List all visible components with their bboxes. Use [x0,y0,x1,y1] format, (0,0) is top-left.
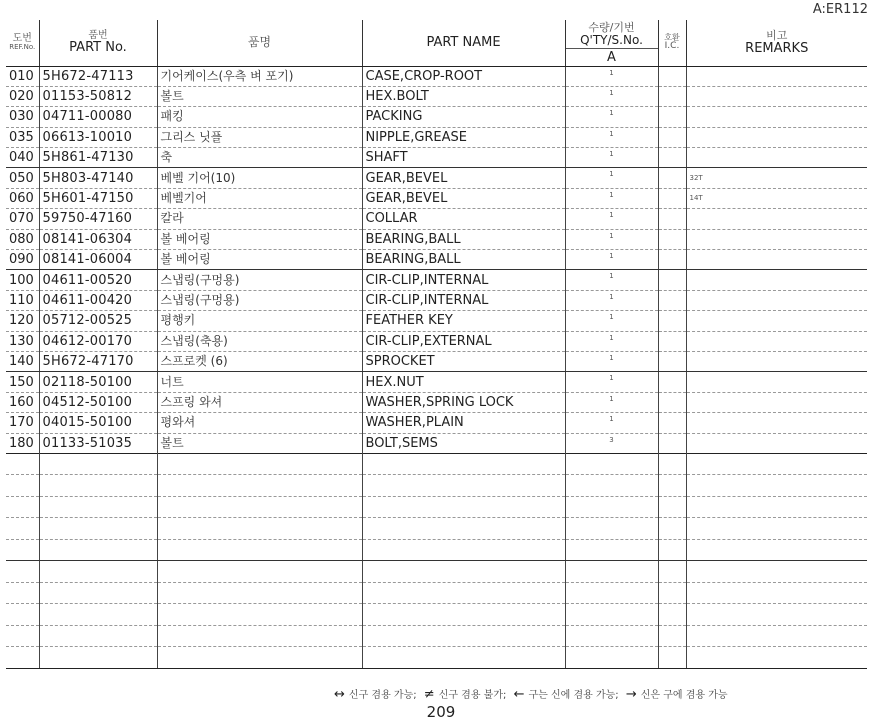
part-no-cell: 05712-00525 [39,311,157,331]
empty-cell [39,625,157,647]
part-no-cell: 04512-50100 [39,392,157,412]
part-no-cell: 5H861-47130 [39,148,157,168]
empty-cell [157,475,362,497]
qty-cell: 1 [565,168,658,188]
empty-cell [6,582,39,604]
part-no-header [39,20,157,66]
empty-cell [362,539,565,561]
empty-row [6,518,867,540]
part-name-cell: CIR-CLIP,INTERNAL [362,270,565,290]
qty-cell: 1 [565,413,658,433]
part-name-header [362,20,565,66]
qty-cell: 1 [565,107,658,127]
empty-cell [565,604,658,626]
ic-cell [658,66,686,86]
empty-cell [658,475,686,497]
legend-text-3: 구는 신에 겸용 가능; [528,690,619,701]
empty-cell [658,518,686,540]
empty-cell [658,453,686,475]
ic-cell [658,86,686,106]
ic-cell [658,311,686,331]
empty-cell [565,453,658,475]
empty-cell [362,453,565,475]
part-no-cell: 04611-00520 [39,270,157,290]
qty-cell: 1 [565,311,658,331]
empty-cell [658,604,686,626]
empty-cell [157,625,362,647]
empty-cell [6,518,39,540]
name-kr-cell: 그리스 닛플 [157,127,362,147]
empty-row [6,496,867,518]
table-row [6,66,867,86]
empty-cell [565,475,658,497]
qty-cell: 1 [565,290,658,310]
empty-cell [362,647,565,669]
remarks-cell [686,413,867,433]
table-row [6,372,867,392]
new-to-old-icon: → [625,687,637,702]
qty-cell: 1 [565,127,658,147]
compatible-both-icon: ↔ [334,687,345,702]
part-name-cell: BOLT,SEMS [362,433,565,453]
ic-cell [658,188,686,208]
remarks-cell [686,270,867,290]
name-kr-cell: 스냅링(구멍용) [157,290,362,310]
remarks-cell [686,311,867,331]
empty-cell [565,561,658,583]
part-name-cell: BEARING,BALL [362,250,565,270]
remarks-header-en: REMARKS [745,40,809,56]
table-row [6,290,867,310]
empty-cell [157,518,362,540]
empty-cell [686,475,867,497]
part-no-cell: 06613-10010 [39,127,157,147]
empty-cell [658,647,686,669]
empty-cell [362,582,565,604]
remarks-cell: 14T [686,188,867,208]
empty-cell [39,647,157,669]
empty-row [6,625,867,647]
name-kr-cell: 평행키 [157,311,362,331]
remarks-cell: 32T [686,168,867,188]
empty-row [6,582,867,604]
ic-cell [658,127,686,147]
ref-cell: 020 [6,86,39,106]
part-no-cell: 5H803-47140 [39,168,157,188]
part-name-cell: GEAR,BEVEL [362,188,565,208]
legend-text-4: 신은 구에 겸용 가능 [640,690,728,701]
part-no-cell: 04611-00420 [39,290,157,310]
qty-cell: 1 [565,229,658,249]
ic-cell [658,229,686,249]
part-no-cell: 08141-06004 [39,250,157,270]
qty-header-en: Q'TY/S.No. [580,32,643,47]
ic-header [658,20,686,66]
qty-header [565,20,658,66]
remarks-cell [686,351,867,371]
ic-cell [658,107,686,127]
remarks-cell [686,392,867,412]
qty-cell: 1 [565,188,658,208]
empty-cell [39,518,157,540]
part-no-cell: 01133-51035 [39,433,157,453]
table-row [6,107,867,127]
qty-cell: 1 [565,86,658,106]
remarks-header-kr: 비고 [766,29,788,43]
ref-header-kr: 도번 [12,32,32,44]
ref-cell: 060 [6,188,39,208]
empty-cell [39,453,157,475]
part-name-cell: WASHER,PLAIN [362,413,565,433]
empty-cell [686,561,867,583]
part-name-cell: FEATHER KEY [362,311,565,331]
qty-cell: 1 [565,250,658,270]
ic-cell [658,372,686,392]
qty-cell: 1 [565,372,658,392]
empty-cell [686,625,867,647]
ic-header-en: I.C. [664,41,680,52]
empty-row [6,561,867,583]
ref-cell: 170 [6,413,39,433]
part-name-header-en: PART NAME [426,34,501,50]
compatibility-legend [330,686,728,702]
page-code: A:ER112 [812,2,868,17]
empty-cell [658,561,686,583]
ref-cell: 080 [6,229,39,249]
remarks-cell [686,66,867,86]
empty-cell [6,496,39,518]
name-kr-cell: 칼라 [157,209,362,229]
part-no-cell: 5H672-47113 [39,66,157,86]
empty-cell [157,453,362,475]
parts-table [6,20,867,669]
part-name-cell: SHAFT [362,148,565,168]
name-kr-cell: 베벨기어 [157,188,362,208]
qty-header-top [566,21,658,48]
part-name-cell: GEAR,BEVEL [362,168,565,188]
table-row [6,148,867,168]
ref-cell: 110 [6,290,39,310]
ic-cell [658,168,686,188]
table-row [6,433,867,453]
ic-cell [658,250,686,270]
empty-cell [565,496,658,518]
part-name-cell: CASE,CROP-ROOT [362,66,565,86]
ic-cell [658,351,686,371]
table-row [6,168,867,188]
empty-cell [157,539,362,561]
ref-cell: 150 [6,372,39,392]
name-header-kr: 품명 [247,35,272,50]
legend-text-2: 신구 겸용 불가; [438,690,507,701]
ref-cell: 180 [6,433,39,453]
part-name-cell: HEX.NUT [362,372,565,392]
empty-cell [6,475,39,497]
part-name-cell: CIR-CLIP,INTERNAL [362,290,565,310]
qty-header-kr: 수량/기번 [588,21,635,35]
remarks-cell [686,107,867,127]
ic-cell [658,392,686,412]
empty-cell [39,604,157,626]
name-kr-cell: 볼 베어링 [157,229,362,249]
empty-cell [686,496,867,518]
empty-cell [362,604,565,626]
empty-cell [157,496,362,518]
name-kr-header [157,20,362,66]
ic-header-kr: 호환 [664,32,680,42]
name-kr-cell: 너트 [157,372,362,392]
empty-cell [686,647,867,669]
part-no-cell: 04015-50100 [39,413,157,433]
qty-cell: 3 [565,433,658,453]
part-no-cell: 04711-00080 [39,107,157,127]
qty-cell: 1 [565,209,658,229]
qty-cell: 1 [565,66,658,86]
remarks-cell [686,229,867,249]
part-no-header-kr: 품번 [88,29,108,41]
ref-header [6,20,39,66]
empty-cell [362,518,565,540]
not-compatible-icon: ≠ [423,687,435,702]
name-kr-cell: 기어케이스(우측 벼 포기) [157,66,362,86]
empty-cell [157,604,362,626]
legend-text-1: 신구 겸용 가능; [348,690,417,701]
empty-row [6,604,867,626]
remarks-cell [686,372,867,392]
empty-cell [658,582,686,604]
qty-cell: 1 [565,270,658,290]
empty-cell [157,647,362,669]
ref-cell: 035 [6,127,39,147]
name-kr-cell: 축 [157,148,362,168]
header-row [6,20,867,66]
old-to-new-icon: ← [513,687,525,702]
part-no-cell: 01153-50812 [39,86,157,106]
part-no-cell: 59750-47160 [39,209,157,229]
part-name-cell: PACKING [362,107,565,127]
name-kr-cell: 스프로켓 (6) [157,351,362,371]
table-row [6,351,867,371]
empty-cell [6,453,39,475]
empty-row [6,539,867,561]
part-no-cell: 04612-00170 [39,331,157,351]
name-kr-cell: 볼트 [157,86,362,106]
remarks-cell [686,331,867,351]
name-kr-cell: 스냅링(구멍용) [157,270,362,290]
empty-cell [157,561,362,583]
page-number: 209 [426,703,456,721]
empty-cell [6,539,39,561]
part-name-cell: HEX.BOLT [362,86,565,106]
part-no-cell: 02118-50100 [39,372,157,392]
empty-cell [658,625,686,647]
empty-cell [6,604,39,626]
ref-cell: 010 [6,66,39,86]
empty-cell [565,518,658,540]
table-row [6,413,867,433]
ref-cell: 090 [6,250,39,270]
remarks-cell [686,433,867,453]
qty-cell: 1 [565,392,658,412]
qty-column-a: A [607,49,616,65]
part-no-cell: 08141-06304 [39,229,157,249]
empty-cell [157,582,362,604]
empty-cell [565,647,658,669]
empty-cell [6,625,39,647]
empty-cell [686,604,867,626]
empty-cell [362,496,565,518]
name-kr-cell: 평와셔 [157,413,362,433]
empty-cell [39,496,157,518]
name-kr-cell: 베벨 기어(10) [157,168,362,188]
qty-cell: 1 [565,331,658,351]
remarks-cell [686,209,867,229]
remarks-cell [686,290,867,310]
ic-cell [658,290,686,310]
remarks-cell [686,127,867,147]
qty-cell: 1 [565,148,658,168]
empty-cell [39,539,157,561]
table-row [6,209,867,229]
empty-cell [658,496,686,518]
ref-cell: 160 [6,392,39,412]
part-name-cell: SPROCKET [362,351,565,371]
empty-row [6,475,867,497]
remarks-header [686,20,867,66]
name-kr-cell: 스프링 와셔 [157,392,362,412]
ic-cell [658,270,686,290]
table-row [6,311,867,331]
part-name-cell: BEARING,BALL [362,229,565,249]
part-no-cell: 5H672-47170 [39,351,157,371]
table-row [6,229,867,249]
empty-cell [39,582,157,604]
ref-cell: 030 [6,107,39,127]
empty-cell [565,539,658,561]
ref-cell: 040 [6,148,39,168]
empty-row [6,453,867,475]
ref-header-sub: REF.No. [9,43,36,52]
part-name-cell: WASHER,SPRING LOCK [362,392,565,412]
ic-cell [658,331,686,351]
part-no-cell: 5H601-47150 [39,188,157,208]
empty-cell [565,582,658,604]
part-name-cell: NIPPLE,GREASE [362,127,565,147]
ref-cell: 120 [6,311,39,331]
empty-cell [362,561,565,583]
part-name-cell: COLLAR [362,209,565,229]
ref-cell: 070 [6,209,39,229]
part-no-header-en: PART No. [69,40,127,56]
empty-cell [6,647,39,669]
name-kr-cell: 스냅링(축용) [157,331,362,351]
ref-cell: 130 [6,331,39,351]
table-row [6,250,867,270]
ic-cell [658,413,686,433]
remarks-cell [686,148,867,168]
table-row [6,127,867,147]
empty-cell [6,561,39,583]
empty-cell [686,582,867,604]
name-kr-cell: 볼트 [157,433,362,453]
empty-row [6,647,867,669]
empty-cell [658,539,686,561]
parts-table-body [6,66,867,668]
empty-cell [362,625,565,647]
name-kr-cell: 패킹 [157,107,362,127]
remarks-cell [686,86,867,106]
table-row [6,392,867,412]
ic-cell [658,209,686,229]
table-row [6,86,867,106]
empty-cell [686,453,867,475]
empty-cell [39,561,157,583]
empty-cell [362,475,565,497]
empty-cell [686,518,867,540]
name-kr-cell: 볼 베어링 [157,250,362,270]
empty-cell [686,539,867,561]
ref-cell: 100 [6,270,39,290]
remarks-cell [686,250,867,270]
table-row [6,331,867,351]
table-row [6,188,867,208]
part-name-cell: CIR-CLIP,EXTERNAL [362,331,565,351]
ref-cell: 050 [6,168,39,188]
ic-cell [658,148,686,168]
qty-cell: 1 [565,351,658,371]
ref-cell: 140 [6,351,39,371]
empty-cell [565,625,658,647]
ic-cell [658,433,686,453]
empty-cell [39,475,157,497]
table-row [6,270,867,290]
